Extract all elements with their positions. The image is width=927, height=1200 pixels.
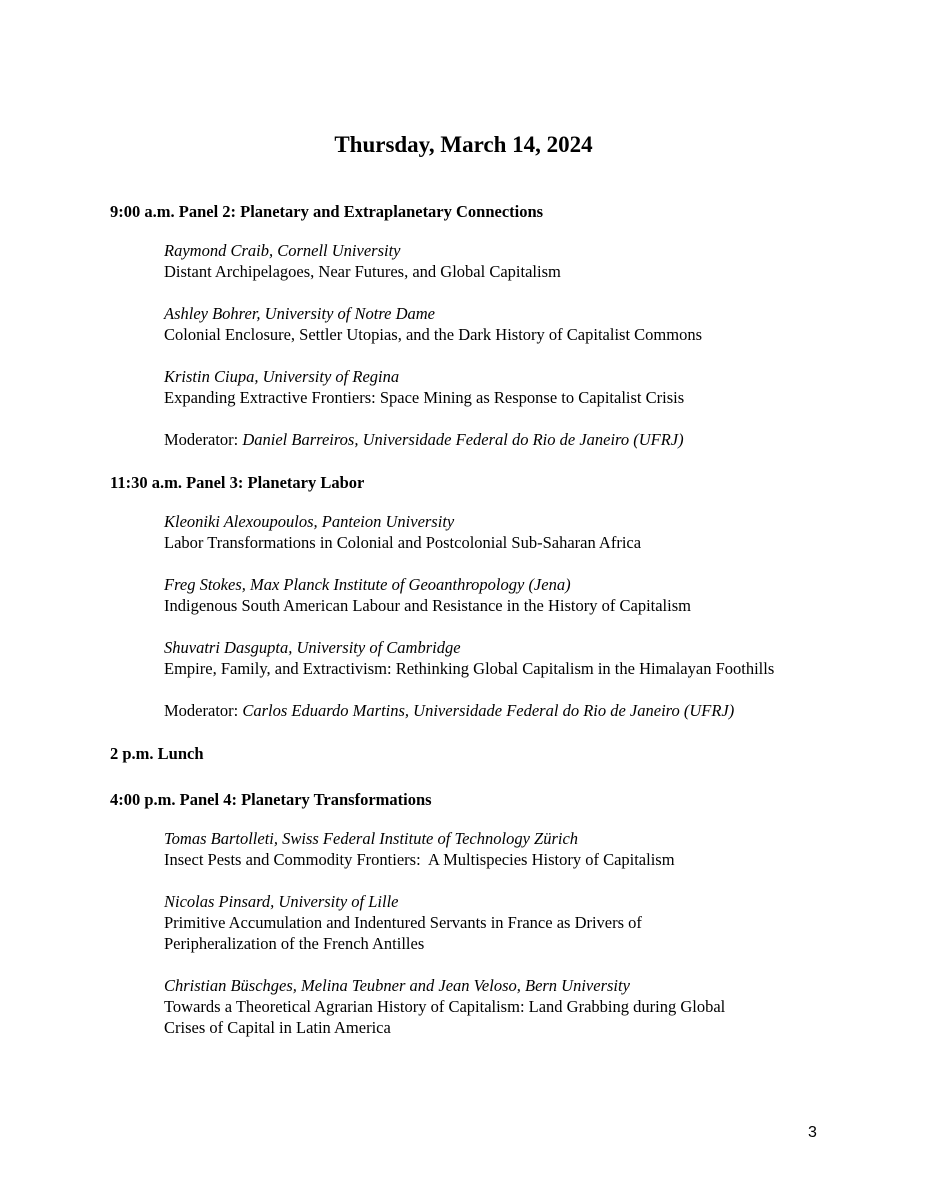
moderator-line	[164, 700, 818, 721]
speaker: Nicolas Pinsard, University of Lille	[164, 892, 399, 911]
talk-title: Indigenous South American Labour and Resistance in the History of Capitalism	[164, 596, 691, 615]
moderator-name: Daniel Barreiros, Universidade Federal do Rio de Janeiro (UFRJ)	[242, 430, 684, 449]
talk-title: Distant Archipelagoes, Near Futures, and Global Capitalism	[164, 262, 561, 281]
talk-title-line: Towards a Theoretical Agrarian History of Capitalism: Land Grabbing during Global	[164, 997, 726, 1016]
moderator-label: Moderator:	[164, 701, 239, 720]
session-panel-3	[110, 470, 818, 721]
speaker: Christian Büschges, Melina Teubner and Jean Veloso, Bern University	[164, 976, 630, 995]
talk-title: Empire, Family, and Extractivism: Rethinking Global Capitalism in the Himalayan Foothills	[164, 659, 775, 678]
talk-entry	[164, 574, 818, 616]
moderator-line	[164, 429, 818, 450]
talk-entry	[164, 637, 818, 679]
speaker: Raymond Craib, Cornell University	[164, 241, 401, 260]
talk-list	[164, 240, 818, 450]
talk-list	[164, 511, 818, 721]
talk-title-line: Primitive Accumulation and Indentured Servants in France as Drivers of	[164, 913, 642, 932]
session-heading: 11:30 a.m. Panel 3: Planetary Labor	[110, 473, 365, 492]
talk-entry	[164, 828, 818, 870]
speaker: Tomas Bartolleti, Swiss Federal Institute of Technology Zürich	[164, 829, 579, 848]
talk-entry	[164, 303, 818, 345]
talk-title: Labor Transformations in Colonial and Postcolonial Sub-Saharan Africa	[164, 533, 642, 552]
talk-entry	[164, 891, 818, 954]
talk-entry	[164, 511, 818, 553]
talk-title: Insect Pests and Commodity Frontiers: A Multispecies History of Capitalism	[164, 850, 675, 869]
talk-list	[164, 828, 818, 1038]
talk-entry	[164, 366, 818, 408]
talk-title-line: Crises of Capital in Latin America	[164, 1018, 391, 1037]
talk-title: Colonial Enclosure, Settler Utopias, and the Dark History of Capitalist Commons	[164, 325, 703, 344]
speaker: Freg Stokes, Max Planck Institute of Geoanthropology (Jena)	[164, 575, 571, 594]
speaker: Kleoniki Alexoupoulos, Panteion University	[164, 512, 455, 531]
page-title: Thursday, March 14, 2024	[334, 132, 593, 157]
moderator-name: Carlos Eduardo Martins, Universidade Federal do Rio de Janeiro (UFRJ)	[242, 701, 735, 720]
speaker: Kristin Ciupa, University of Regina	[164, 367, 400, 386]
talk-title-line: Peripheralization of the French Antilles	[164, 934, 425, 953]
talk-title: Expanding Extractive Frontiers: Space Mining as Response to Capitalist Crisis	[164, 388, 685, 407]
session-panel-2	[110, 199, 818, 450]
talk-entry	[164, 975, 818, 1038]
page-number: 3	[808, 1124, 817, 1141]
session-panel-4	[110, 787, 818, 1038]
speaker: Ashley Bohrer, University of Notre Dame	[164, 304, 435, 323]
session-heading: 9:00 a.m. Panel 2: Planetary and Extraplanetary Connections	[110, 202, 544, 221]
schedule	[110, 199, 818, 1059]
talk-entry	[164, 240, 818, 282]
session-lunch	[110, 741, 818, 767]
session-heading: 4:00 p.m. Panel 4: Planetary Transformations	[110, 790, 432, 809]
moderator-label: Moderator:	[164, 430, 239, 449]
speaker: Shuvatri Dasgupta, University of Cambridge	[164, 638, 461, 657]
session-heading: 2 p.m. Lunch	[110, 744, 204, 763]
